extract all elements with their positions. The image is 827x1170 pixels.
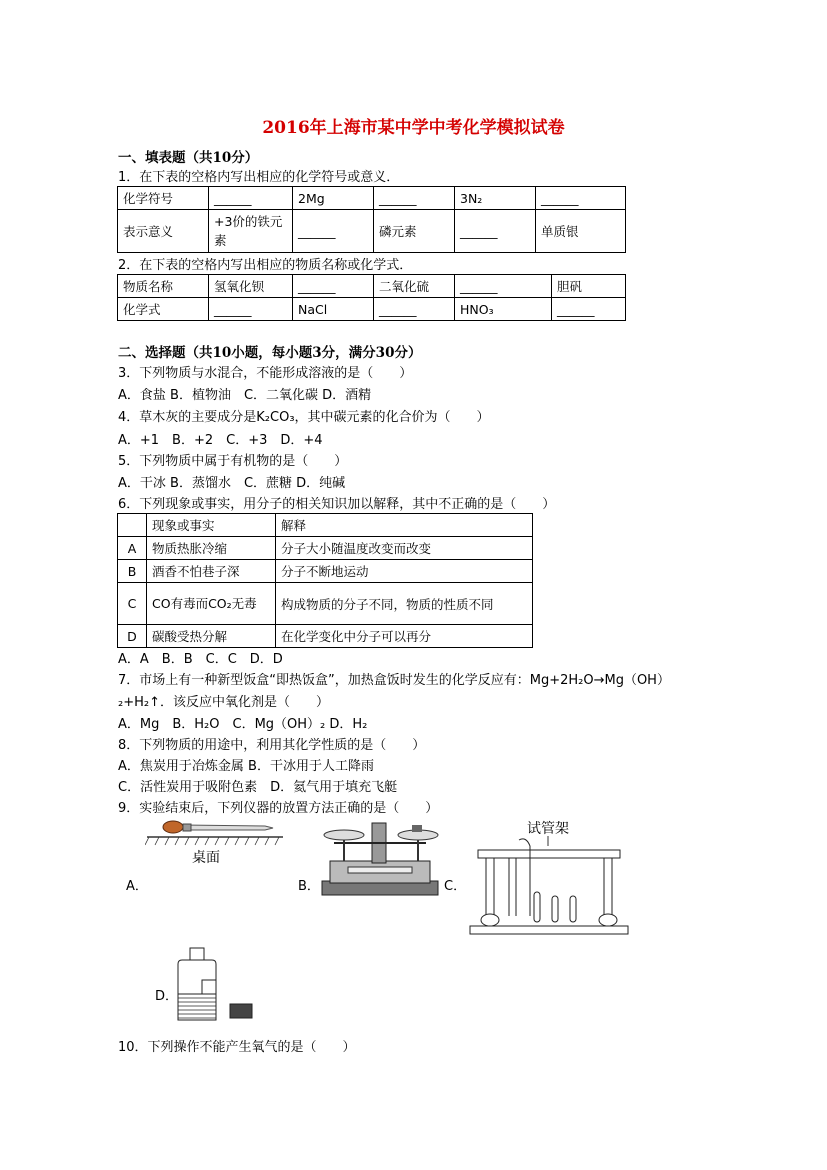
q6-cell: 分子不断地运动	[276, 560, 533, 583]
q5-options: A．干冰 B．蒸馏水 C．蔗糖 D．纯碱	[118, 476, 346, 491]
q2-cell: ______	[374, 298, 455, 321]
q9-option-c-label: C．	[444, 879, 467, 894]
q6-cell: D	[118, 625, 147, 648]
q1-cell: ______	[293, 210, 374, 253]
figure-b-balance	[318, 815, 442, 897]
q1-cell: 磷元素	[374, 210, 455, 253]
q2-cell: 二氧化硫	[374, 275, 455, 298]
q6-cell: 物质热胀冷缩	[147, 537, 276, 560]
q3-stem: 3．下列物质与水混合，不能形成溶液的是（ ）	[118, 366, 413, 381]
q2-cell: 氢氧化钡	[209, 275, 293, 298]
q5-stem: 5．下列物质中属于有机物的是（ ）	[118, 454, 348, 469]
q1-cell: 单质银	[536, 210, 626, 253]
q2-cell: ______	[293, 275, 374, 298]
q9-option-a-label: A．	[126, 879, 148, 894]
q2-stem: 2．在下表的空格内写出相应的物质名称或化学式．	[118, 258, 413, 273]
q8-stem: 8．下列物质的用途中，利用其化学性质的是（ ）	[118, 738, 426, 753]
q2-cell: NaCl	[293, 298, 374, 321]
q2-cell: 胆矾	[552, 275, 626, 298]
section1-heading: 一、填表题（共10分）	[118, 150, 259, 166]
q2-cell: HNO₃	[455, 298, 552, 321]
q6-cell: 构成物质的分子不同，物质的性质不同	[276, 583, 533, 625]
q1-cell: ______	[374, 187, 455, 210]
q9-option-b-label: B．	[298, 879, 320, 894]
figure-d-reagent-bottle	[172, 944, 262, 1024]
q2-cell: ______	[209, 298, 293, 321]
q4-options: A．+1 B．+2 C．+3 D．+4	[118, 433, 323, 448]
q2-cell: ______	[455, 275, 552, 298]
q3-options: A．食盐 B．植物油 C．二氧化碳 D．酒精	[118, 388, 372, 403]
q6-cell: B	[118, 560, 147, 583]
q6-cell: 在化学变化中分子可以再分	[276, 625, 533, 648]
q6-cell: 碳酸受热分解	[147, 625, 276, 648]
q6-cell: CO有毒而CO₂无毒	[147, 583, 276, 625]
q8-options-line1: A．焦炭用于冶炼金属 B．干冰用于人工降雨	[118, 759, 374, 774]
q6-cell: 分子大小随温度改变而改变	[276, 537, 533, 560]
q1-cell: 3N₂	[455, 187, 536, 210]
figure-c-rack-label: 试管架	[527, 821, 569, 837]
q6-cell: A	[118, 537, 147, 560]
q9-option-d-label: D．	[155, 989, 179, 1004]
q1-cell: ______	[455, 210, 536, 253]
q8-options-line2: C．活性炭用于吸附色素 D．氦气用于填充飞艇	[118, 780, 398, 795]
figure-c-test-tube-rack	[464, 836, 634, 936]
q2-cell: 物质名称	[118, 275, 209, 298]
q9-stem: 9．实验结束后，下列仪器的放置方法正确的是（ ）	[118, 801, 439, 816]
q6-table	[117, 513, 533, 648]
q1-table	[117, 186, 626, 253]
q1-cell: 2Mg	[293, 187, 374, 210]
q1-stem: 1．在下表的空格内写出相应的化学符号或意义．	[118, 170, 400, 185]
q6-header-cell: 解释	[276, 514, 533, 537]
q1-cell: 化学符号	[118, 187, 209, 210]
q4-stem: 4．草木灰的主要成分是K₂CO₃，其中碳元素的化合价为（ ）	[118, 410, 490, 425]
q2-cell: 化学式	[118, 298, 209, 321]
q7-stem-line2: ₂+H₂↑．该反应中氧化剂是（ ）	[118, 695, 329, 710]
q1-cell: +3价的铁元素	[209, 210, 293, 253]
q1-cell: ______	[209, 187, 293, 210]
q6-header-cell: 现象或事实	[147, 514, 276, 537]
q6-cell: 酒香不怕巷子深	[147, 560, 276, 583]
q10-stem: 10．下列操作不能产生氧气的是（ ）	[118, 1040, 356, 1055]
q7-options: A．Mg B．H₂O C．Mg（OH）₂ D．H₂	[118, 717, 368, 732]
q1-cell: ______	[536, 187, 626, 210]
q6-options: A．A B．B C．C D．D	[118, 652, 283, 667]
exam-title: 2016年上海市某中学中考化学模拟试卷	[262, 118, 565, 138]
q6-stem: 6．下列现象或事实，用分子的相关知识加以解释，其中不正确的是（ ）	[118, 497, 556, 512]
section2-heading: 二、选择题（共10小题，每小题3分，满分30分）	[118, 345, 422, 361]
q2-cell: ______	[552, 298, 626, 321]
q6-cell: C	[118, 583, 147, 625]
q6-header-cell	[118, 514, 147, 537]
figure-a-table-label: 桌面	[192, 850, 220, 866]
q2-table	[117, 274, 626, 321]
q7-stem-line1: 7．市场上有一种新型饭盒“即热饭盒”，加热盒饭时发生的化学反应有：Mg+2H₂O→Mg（OH）	[118, 673, 670, 688]
q1-cell: 表示意义	[118, 210, 209, 253]
